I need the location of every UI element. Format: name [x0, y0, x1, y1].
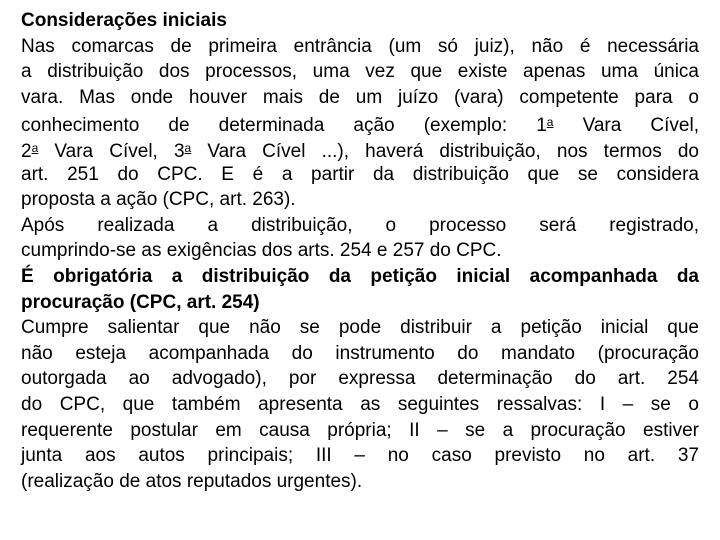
paragraph-line: proposta a ação (CPC, art. 263). — [21, 189, 296, 211]
paragraph-distribution — [21, 34, 699, 213]
page-title: Considerações iniciais — [21, 10, 227, 31]
document-page — [21, 8, 699, 494]
bold-subheading — [21, 264, 699, 315]
paragraph-line: junta aos autos principais; III – no caso previsto no art. 37 — [21, 445, 699, 467]
paragraph-line: (realização de atos reputados urgentes). — [21, 470, 363, 492]
paragraph-registration — [21, 213, 699, 264]
paragraph-line: Após realizada a distribuição, o processo será registrado, — [21, 214, 699, 236]
paragraph-line: Nas comarcas de primeira entrância (um só juiz), não é necessária — [21, 35, 699, 57]
text-segment: conhecimento de determinada ação (exemplo: 1 — [21, 115, 547, 137]
subheading-line: procuração (CPC, art. 254) — [21, 291, 260, 313]
ordinal-indicator: a — [546, 115, 554, 130]
text-segment: 2 — [21, 140, 32, 162]
paragraph-line: a distribuição dos processos, uma vez que existe apenas uma única — [21, 61, 699, 83]
ordinal-indicator: a — [31, 140, 39, 155]
paragraph-line: outorgada ao advogado), por expressa determinação do art. 254 — [21, 368, 699, 390]
paragraph-line: cumprindo-se as exigências dos arts. 254 e 257 do CPC. — [21, 240, 502, 262]
text-segment: Vara Cível, 3 — [38, 140, 185, 162]
paragraph-line: art. 251 do CPC. E é a partir da distribuição que se considera — [21, 163, 699, 185]
paragraph-line: Cumpre salientar que não se pode distribuir a petição inicial que — [21, 317, 699, 339]
paragraph-line: do CPC, que também apresenta as seguintes ressalvas: I – se o — [21, 393, 699, 415]
subheading-line: É obrigatória a distribuição da petição inicial acompanhada da — [21, 265, 699, 287]
text-segment: Vara Cível, — [553, 115, 699, 137]
paragraph-line: vara. Mas onde houver mais de um juízo (vara) competente para o — [21, 86, 699, 108]
ordinal-indicator: a — [184, 140, 192, 155]
paragraph-line — [21, 136, 699, 162]
text-segment: Vara Cível ...), haverá distribuição, nos termos do — [191, 140, 699, 162]
paragraph-line: não esteja acompanhada do instrumento do mandato (procuração — [21, 342, 699, 364]
paragraph-line: requerente postular em causa própria; II – se a procuração estiver — [21, 419, 699, 441]
paragraph-power-of-attorney — [21, 315, 699, 494]
paragraph-line — [21, 110, 699, 136]
